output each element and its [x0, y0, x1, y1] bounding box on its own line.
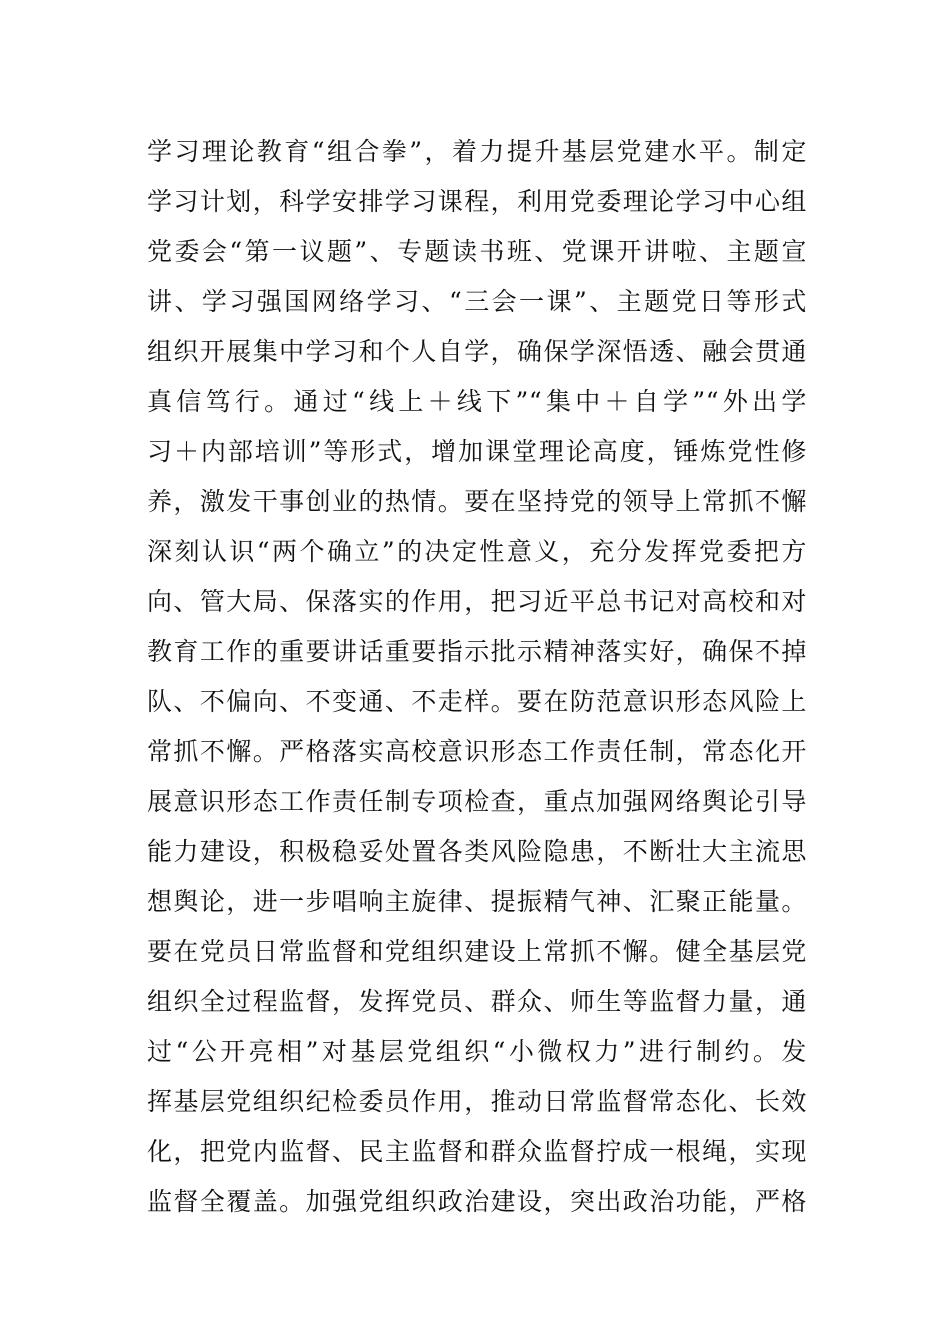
text-line: 学习计划，科学安排学习课程，利用党委理论学习中心组 — [147, 187, 807, 216]
text-line: 组织开展集中学习和个人自学，确保学深悟透、融会贯通 — [147, 337, 807, 366]
text-line: 教育工作的重要讲话重要指示批示精神落实好，确保不掉 — [147, 637, 807, 666]
text-line: 习＋内部培训”等形式，增加课堂理论高度，锤炼党性修 — [147, 437, 807, 466]
text-line: 党委会“第一议题”、专题读书班、党课开讲啦、主题宣 — [147, 237, 807, 266]
text-line: 想舆论，进一步唱响主旋律、提振精气神、汇聚正能量。 — [147, 887, 807, 916]
text-line: 真信笃行。通过“线上＋线下”“集中＋自学”“外出学 — [147, 387, 807, 416]
text-line: 组织全过程监督，发挥党员、群众、师生等监督力量，通 — [147, 987, 807, 1016]
text-line: 监督全覆盖。加强党组织政治建设，突出政治功能，严格 — [147, 1187, 807, 1216]
text-line: 要在党员日常监督和党组织建设上常抓不懈。健全基层党 — [147, 937, 807, 966]
text-line: 深刻认识“两个确立”的决定性意义，充分发挥党委把方 — [147, 537, 807, 566]
text-line: 养，激发干事创业的热情。要在坚持党的领导上常抓不懈 — [147, 487, 807, 516]
text-line: 过“公开亮相”对基层党组织“小微权力”进行制约。发 — [147, 1037, 807, 1066]
text-line: 向、管大局、保落实的作用，把习近平总书记对高校和对 — [147, 587, 807, 616]
text-line: 挥基层党组织纪检委员作用，推动日常监督常态化、长效 — [147, 1087, 807, 1116]
text-line: 能力建设，积极稳妥处置各类风险隐患，不断壮大主流思 — [147, 837, 807, 866]
text-line: 学习理论教育“组合拳”，着力提升基层党建水平。制定 — [147, 137, 807, 166]
text-line: 队、不偏向、不变通、不走样。要在防范意识形态风险上 — [147, 687, 807, 716]
text-line: 化，把党内监督、民主监督和群众监督拧成一根绳，实现 — [147, 1137, 807, 1166]
body-text — [147, 127, 807, 1227]
text-line: 常抓不懈。严格落实高校意识形态工作责任制，常态化开 — [147, 737, 807, 766]
text-line: 展意识形态工作责任制专项检查，重点加强网络舆论引导 — [147, 787, 807, 816]
text-line: 讲、学习强国网络学习、“三会一课”、主题党日等形式 — [147, 287, 807, 316]
